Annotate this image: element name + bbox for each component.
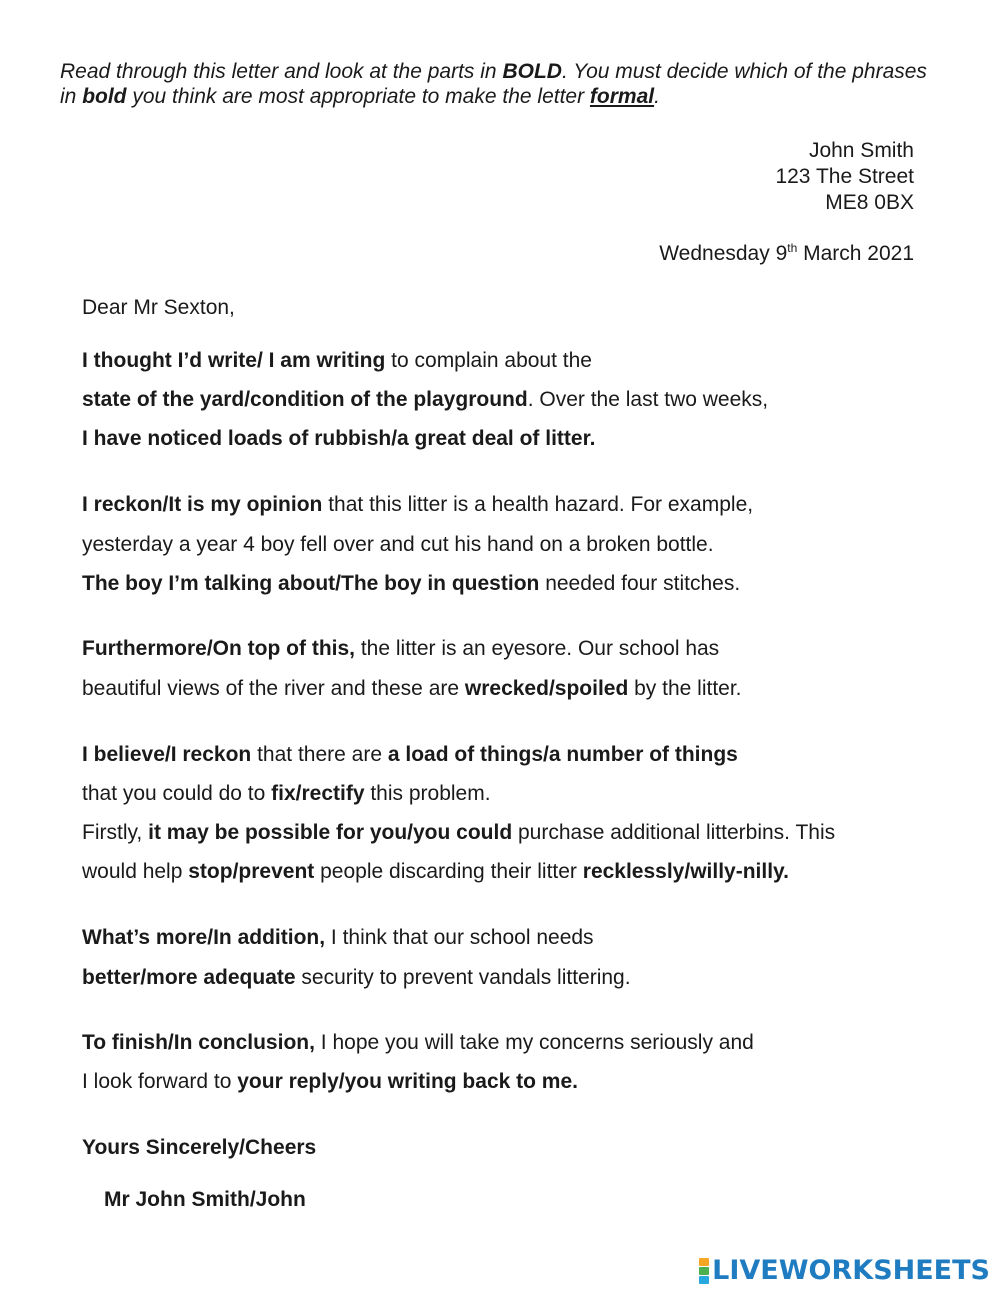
choice-phrase: your reply/you writing back to me. bbox=[237, 1070, 578, 1093]
letter-date bbox=[659, 241, 914, 267]
letter-line bbox=[82, 571, 740, 597]
letter-line bbox=[82, 492, 753, 518]
letter-text: Firstly, bbox=[82, 821, 149, 844]
sender-postcode: ME8 0BX bbox=[825, 191, 914, 214]
choice-phrase: I believe/I reckon bbox=[82, 743, 252, 766]
letter-line bbox=[82, 348, 592, 374]
choice-phrase: better/more adequate bbox=[82, 966, 296, 989]
letter-text: that you could do to bbox=[82, 782, 272, 805]
date-month-year: March 2021 bbox=[797, 242, 914, 265]
instructions-part: . You must decide which of the phrases in bbox=[60, 60, 927, 108]
letter-text: I think that our school needs bbox=[325, 926, 594, 949]
instructions-bold: BOLD bbox=[502, 60, 562, 83]
letter-line bbox=[82, 636, 719, 662]
letter-line bbox=[82, 820, 835, 846]
choice-phrase: wrecked/spoiled bbox=[464, 677, 629, 700]
sender-street: 123 The Street bbox=[775, 165, 914, 188]
sender-address bbox=[775, 138, 914, 216]
letter-text: to complain about the bbox=[385, 349, 592, 372]
date-suffix: th bbox=[787, 241, 798, 255]
logo-block bbox=[699, 1267, 709, 1275]
instructions-text bbox=[60, 59, 940, 109]
logo-block bbox=[699, 1276, 709, 1284]
instructions-part: you think are most appropriate to make the letter bbox=[126, 85, 590, 108]
letter-text: that this litter is a health hazard. For example, bbox=[322, 493, 754, 516]
signature-choice: Mr John Smith/John bbox=[104, 1188, 306, 1211]
letter-text: beautiful views of the river and these are bbox=[82, 677, 465, 700]
logo-text: LIVEWORKSHEETS bbox=[712, 1255, 990, 1286]
letter-line bbox=[82, 742, 738, 768]
letter-text: would help bbox=[82, 860, 189, 883]
choice-phrase: state of the yard/condition of the playground bbox=[82, 388, 528, 411]
choice-phrase: To finish/In conclusion, bbox=[82, 1031, 315, 1054]
letter-line bbox=[82, 781, 491, 807]
letter-line bbox=[82, 859, 789, 885]
letter-text: the litter is an eyesore. Our school has bbox=[355, 637, 720, 660]
liveworksheets-logo bbox=[699, 1255, 990, 1286]
letter-text: purchase additional litterbins. This bbox=[512, 821, 836, 844]
letter-line bbox=[82, 1030, 754, 1056]
letter-text: . Over the last two weeks, bbox=[527, 388, 769, 411]
sender-name: John Smith bbox=[808, 139, 914, 162]
instructions-formal: formal bbox=[589, 85, 655, 108]
instructions-part: Read through this letter and look at the parts in bbox=[60, 60, 503, 83]
letter-text: this problem. bbox=[364, 782, 491, 805]
instructions-bold: bold bbox=[82, 85, 127, 108]
choice-phrase: The boy I’m talking about/The boy in question bbox=[82, 572, 540, 595]
letter-text: I look forward to bbox=[82, 1070, 238, 1093]
choice-phrase: I thought I’d write/ I am writing bbox=[82, 349, 386, 372]
closing-choice: Yours Sincerely/Cheers bbox=[82, 1136, 317, 1159]
letter-line bbox=[82, 965, 631, 991]
choice-phrase: What’s more/In addition, bbox=[82, 926, 326, 949]
choice-phrase: recklessly/willy-nilly. bbox=[582, 860, 789, 883]
letter-text: yesterday a year 4 boy fell over and cut his hand on a broken bottle. bbox=[82, 533, 714, 556]
choice-phrase: it may be possible for you/you could bbox=[148, 821, 513, 844]
letter-text: security to prevent vandals littering. bbox=[295, 966, 631, 989]
choice-phrase: fix/rectify bbox=[271, 782, 365, 805]
letter-line bbox=[82, 676, 742, 702]
letter-line bbox=[82, 532, 714, 558]
letter-text: by the litter. bbox=[628, 677, 742, 700]
choice-phrase: a load of things/a number of things bbox=[387, 743, 738, 766]
letter-line bbox=[82, 925, 594, 951]
date-day: Wednesday 9 bbox=[659, 242, 788, 265]
instructions-part: . bbox=[654, 85, 660, 108]
letter-text: people discarding their litter bbox=[314, 860, 583, 883]
letter-text: that there are bbox=[251, 743, 388, 766]
greeting: Dear Mr Sexton, bbox=[82, 296, 235, 319]
choice-phrase: stop/prevent bbox=[188, 860, 315, 883]
choice-phrase: Furthermore/On top of this, bbox=[82, 637, 355, 660]
signature-line bbox=[104, 1187, 306, 1213]
choice-phrase: I have noticed loads of rubbish/a great deal of litter. bbox=[82, 427, 596, 450]
letter-line bbox=[82, 387, 768, 413]
letter-text: needed four stitches. bbox=[539, 572, 741, 595]
closing-line bbox=[82, 1135, 316, 1161]
letter-text: I hope you will take my concerns seriously and bbox=[314, 1031, 754, 1054]
choice-phrase: I reckon/It is my opinion bbox=[82, 493, 323, 516]
letter-line bbox=[82, 1069, 578, 1095]
letter-line bbox=[82, 426, 595, 452]
logo-block bbox=[699, 1258, 709, 1266]
logo-blocks-icon bbox=[699, 1258, 709, 1284]
